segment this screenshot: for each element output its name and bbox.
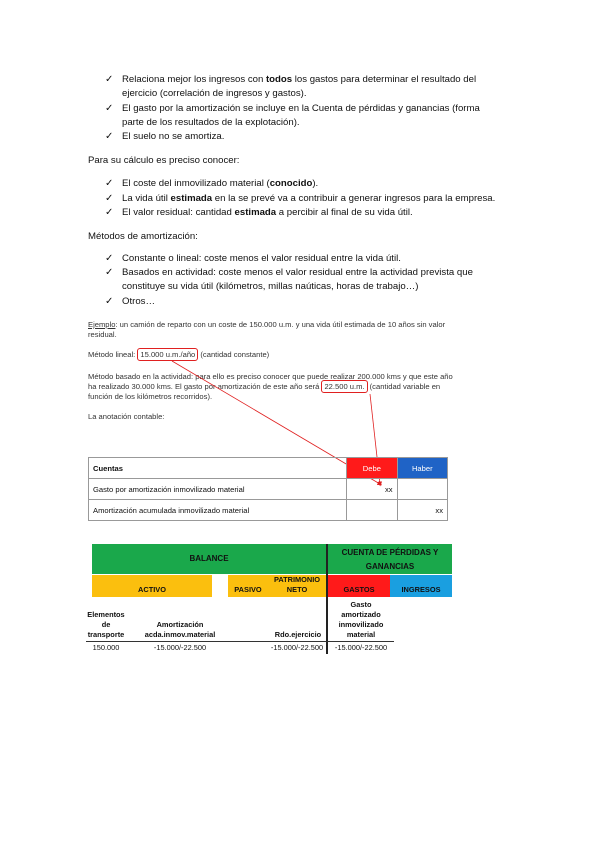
col-rdo: Rdo.ejercicio — [274, 630, 322, 639]
check-icon: ✓ — [105, 193, 114, 204]
characteristic-item: ✓ El suelo no se amortiza. — [105, 131, 225, 142]
value-rdo: -15.000/-22.500 — [270, 643, 324, 652]
balance-header: BALANCE — [92, 544, 326, 574]
balance-underline — [86, 641, 394, 642]
check-icon: ✓ — [105, 103, 114, 114]
col-gasto: Gasto amortizado inmovilizado material — [338, 600, 384, 639]
check-icon: ✓ — [105, 131, 114, 142]
patrimonio-cell: PATRIMONIO NETO — [268, 575, 326, 597]
gastos-cell: GASTOS — [328, 575, 390, 597]
method-item: ✓ Basados en actividad: coste menos el valor residual entre la actividad prevista que constituye su vida útil (kilómetros, millas naúticas, horas de trabajo…) — [105, 267, 473, 292]
check-icon: ✓ — [105, 74, 114, 85]
col-elementos: Elementos de transporte — [87, 610, 125, 639]
check-icon: ✓ — [105, 253, 114, 264]
value-gasto: -15.000/-22.500 — [334, 643, 388, 652]
header-debit: Debe — [347, 458, 397, 479]
pyg-header: CUENTA DE PÉRDIDAS Y GANANCIAS — [328, 544, 452, 574]
calc-item: ✓ El valor residual: cantidad estimada a percibir al final de su vida útil. — [105, 207, 413, 218]
check-icon: ✓ — [105, 267, 114, 278]
activo-cell: ACTIVO — [92, 575, 212, 597]
methods-heading: Métodos de amortización: — [88, 231, 198, 242]
value-elementos: 150.000 — [92, 643, 120, 652]
activity-value-highlight: 22.500 u.m. — [321, 380, 367, 393]
calc-heading: Para su cálculo es preciso conocer: — [88, 155, 240, 166]
method-item: ✓ Constante o lineal: coste menos el valor residual entre la vida útil. — [105, 253, 401, 264]
col-amortizacion: Amortización acda.inmov.material — [144, 620, 216, 639]
table-row: Amortización acumulada inmovilizado material xx — [89, 500, 448, 521]
check-icon: ✓ — [105, 296, 114, 307]
value-amortizacion: -15.000/-22.500 — [153, 643, 207, 652]
table-row: Gasto por amortización inmovilizado material xx — [89, 479, 448, 500]
header-account: Cuentas — [89, 458, 347, 479]
entry-label: La anotación contable: — [88, 412, 165, 421]
linear-value-highlight: 15.000 u.m./año — [137, 348, 198, 361]
check-icon: ✓ — [105, 207, 114, 218]
linear-method: Método lineal: 15.000 u.m./año (cantidad constante) — [88, 350, 270, 359]
characteristic-item: ✓ El gasto por la amortización se incluye en la Cuenta de pérdidas y ganancias (forma parte de los resultados de la explotación). — [105, 103, 480, 128]
ingresos-cell: INGRESOS — [390, 575, 452, 597]
header-credit: Haber — [397, 458, 447, 479]
example-paragraph: Ejemplo: un camión de reparto con un coste de 150.000 u.m. y una vida útil estimada de 10 años sin valor residual. — [88, 320, 446, 339]
characteristic-item: ✓ Relaciona mejor los ingresos con todos los gastos para determinar el resultado del ejercicio (correlación de ingresos y gastos). — [105, 74, 477, 99]
activity-method: Método basado en la actividad: para ello es preciso conocer que puede realizar 200.000 kms y que este año ha realizado 30.000 kms. El gasto por amortización de este año será 22.500 u.m. (cantidad variable en función de los kilómetros recorridos). — [88, 372, 453, 401]
calc-item: ✓ El coste del inmovilizado material (conocido). — [105, 178, 319, 189]
check-icon: ✓ — [105, 178, 114, 189]
calc-item: ✓ La vida útil estimada en la se prevé va a contribuir a generar ingresos para la empresa. — [105, 193, 496, 204]
method-item: ✓ Otros… — [105, 296, 156, 307]
pasivo-cell: PASIVO — [228, 575, 268, 597]
journal-table — [88, 457, 448, 521]
